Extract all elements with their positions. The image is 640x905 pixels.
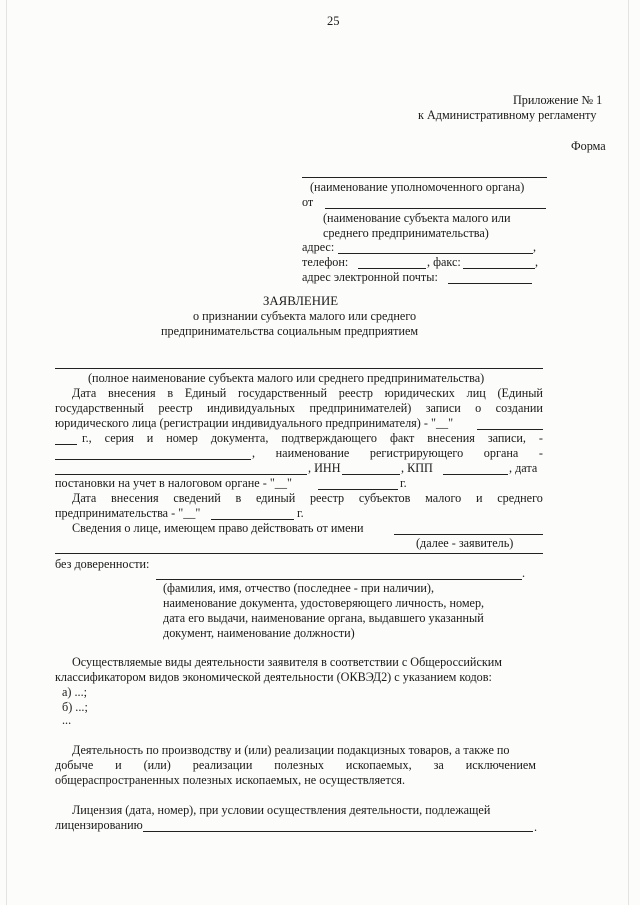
page-number: 25 bbox=[327, 14, 340, 28]
person-caption-2: наименование документа, удостоверяющего личность, номер, bbox=[163, 596, 485, 610]
fax-label: , факс: bbox=[427, 255, 461, 269]
p1-line-7: постановки на учет в налоговом органе - "__" bbox=[55, 476, 292, 490]
excise-line-2: добыче и (или) реализации полезных ископаемых, за исключением bbox=[55, 758, 536, 772]
p1-line-3-blank bbox=[477, 429, 543, 430]
license-line-2: лицензированию bbox=[55, 818, 143, 832]
license-line-1: Лицензия (дата, номер), при условии осуществления деятельности, подлежащей bbox=[72, 803, 491, 817]
activities-line-2: классификатором видов экономической деятельности (ОКВЭД2) с указанием кодов: bbox=[55, 670, 492, 684]
p1-line-5-blank bbox=[55, 459, 251, 460]
p3-line-1: Сведения о лице, имеющем право действовать от имени bbox=[72, 521, 364, 535]
excise-line-1: Деятельность по производству и (или) реализации подакцизных товаров, а также по bbox=[72, 743, 510, 757]
appendix-line-2: к Административному регламенту bbox=[418, 108, 597, 122]
date-label: , дата bbox=[509, 461, 538, 475]
address-label: адрес: bbox=[302, 240, 335, 254]
person-line-period: . bbox=[522, 566, 526, 580]
activities-line-1: Осуществляемые виды деятельности заявителя в соответствии с Общероссийским bbox=[72, 655, 503, 669]
p2-line-2: предпринимательства - "__" bbox=[55, 506, 201, 520]
p1-line-4-blank bbox=[55, 444, 77, 445]
inn-line bbox=[342, 474, 400, 475]
p3-line-1-blank bbox=[394, 534, 543, 535]
person-caption-3: дата его выдачи, наименование органа, выдавшего указанный bbox=[163, 611, 484, 625]
activity-item-b: б) ...; bbox=[62, 700, 88, 714]
kpp-label: , КПП bbox=[401, 461, 433, 475]
statement-heading: ЗАЯВЛЕНИЕ bbox=[263, 294, 339, 308]
subject-caption-2: среднего предпринимательства) bbox=[323, 226, 489, 240]
inn-label: , ИНН bbox=[308, 461, 341, 475]
applicant-caption: (далее - заявитель) bbox=[416, 536, 514, 550]
p1-line-2: государственный реестр индивидуальных предпринимателей) записи о создании bbox=[55, 401, 543, 415]
p1-line-3: юридического лица (регистрации индивидуального предпринимателя) - "__" bbox=[55, 416, 454, 430]
statement-subtitle-1: о признании субъекта малого или среднего bbox=[193, 309, 417, 323]
page-edge-left bbox=[6, 0, 7, 905]
excise-line-3: общераспространенных полезных ископаемых, не осуществляется. bbox=[55, 773, 406, 787]
address-comma: , bbox=[533, 240, 537, 254]
organ-name-line bbox=[302, 177, 547, 178]
license-period: . bbox=[534, 820, 538, 834]
appendix-line-1: Приложение № 1 bbox=[513, 93, 603, 107]
p1-line-4: г., серия и номер документа, подтверждающего факт внесения записи, - bbox=[82, 431, 543, 445]
p1-line-5: , наименование регистрирующего органа - bbox=[252, 446, 543, 460]
subject-caption-1: (наименование субъекта малого или bbox=[323, 211, 511, 225]
fax-comma: , bbox=[535, 255, 539, 269]
address-line bbox=[338, 253, 533, 254]
form-label: Форма bbox=[571, 139, 606, 153]
fax-line bbox=[463, 268, 535, 269]
phone-label: телефон: bbox=[302, 255, 349, 269]
person-caption-1: (фамилия, имя, отчество (последнее - при наличии), bbox=[163, 581, 435, 595]
full-name-caption: (полное наименование субъекта малого или среднего предпринимательства) bbox=[88, 371, 485, 385]
activity-item-a: а) ...; bbox=[62, 685, 88, 699]
from-line bbox=[325, 208, 546, 209]
no-proxy-label: без доверенности: bbox=[55, 557, 150, 571]
p1-line-1: Дата внесения в Единый государственный реестр юридических лиц (Единый bbox=[72, 386, 543, 400]
p2-year-suffix: г. bbox=[297, 506, 304, 520]
p2-line-1: Дата внесения сведений в единый реестр субъектов малого и среднего bbox=[72, 491, 543, 505]
p1-line-7-blank bbox=[318, 489, 398, 490]
page-edge-right bbox=[628, 0, 629, 905]
from-label: от bbox=[302, 195, 314, 209]
organ-caption: (наименование уполномоченного органа) bbox=[310, 180, 525, 194]
p1-year-suffix: г. bbox=[400, 476, 407, 490]
full-name-line bbox=[55, 368, 543, 369]
phone-line bbox=[358, 268, 426, 269]
email-line bbox=[448, 283, 532, 284]
email-label: адрес электронной почты: bbox=[302, 270, 438, 284]
license-blank bbox=[143, 831, 533, 832]
activity-item-more: ... bbox=[62, 713, 72, 727]
person-line bbox=[156, 579, 522, 580]
kpp-line bbox=[443, 474, 508, 475]
person-caption-4: документ, наименование должности) bbox=[163, 626, 355, 640]
p1-line-6-blank bbox=[55, 474, 307, 475]
p2-line-2-blank bbox=[211, 519, 294, 520]
statement-subtitle-2: предпринимательства социальным предприятием bbox=[161, 324, 419, 338]
applicant-name-line bbox=[55, 553, 543, 554]
